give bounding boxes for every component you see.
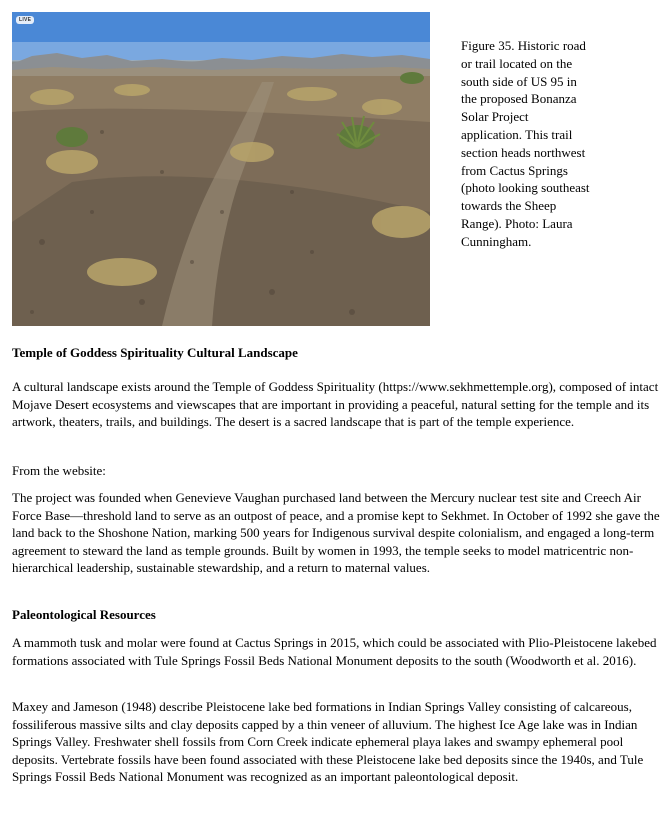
paragraph-cultural-landscape: A cultural landscape exists around the Temple of Goddess Spirituality (https://www.sekhmettemple.org), composed of intact Mojave Desert ecosystems and viewscapes that are important in providing a peaceful, natural setting for the temple and its artwork, theaters, trails, and buildings. The desert is a sacred landscape that is part of the temple experience.	[12, 379, 659, 429]
paragraph-project-history: The project was founded when Genevieve Vaughan purchased land between the Mercury nuclear test site and Creech Air Force Base—threshold land to serve as an outpost of peace, and a promise kept to Sekhmet. In October of 1992 she gave the land back to the Shoshone Nation, marking 500 years for Indigenous survival despite colonialism, and engaged a long-term agreement to steward the land as temple grounds. Built by women in 1993, the temple seeks to model matricentric non-hierarchical leadership, sustainable stewardship, and a return to maternal values.	[12, 490, 660, 575]
desert-landscape-image	[12, 12, 430, 326]
section-heading-temple: Temple of Goddess Spirituality Cultural Landscape	[12, 345, 298, 360]
figure-caption: Figure 35. Historic road or trail located on the south side of US 95 in the proposed Bonanza Solar Project application. This trail section heads northwest from Cactus Springs (photo looking southeast towards the Sheep Range). Photo: Laura Cunningham.	[461, 38, 590, 249]
figure-photo	[12, 12, 430, 326]
section-heading-paleontology: Paleontological Resources	[12, 607, 156, 622]
live-photo-badge: LIVE	[16, 16, 34, 24]
paragraph-mammoth-find: A mammoth tusk and molar were found at Cactus Springs in 2015, which could be associated with Plio-Pleistocene lakebed formations associated with Tule Springs Fossil Beds National Monument deposits to the south (Woodworth et al. 2016).	[12, 635, 657, 668]
paragraph-from-website: From the website:	[12, 463, 106, 478]
paragraph-lake-bed-formations: Maxey and Jameson (1948) describe Pleistocene lake bed formations in Indian Springs Valley consisting of calcareous, fossiliferous massive silts and clay deposits capped by a thin veneer of alluvium. The highest Ice Age lake was in Indian Springs Valley. Freshwater shell fossils from Corn Creek indicate ephemeral playa lakes and swampy ephemeral pool deposits. Vertebrate fossils have been found associated with these Pleistocene lake bed deposits since the 1940s, and Tule Springs Fossil Beds National Monument was recognized as an important paleontological deposit.	[12, 699, 644, 784]
